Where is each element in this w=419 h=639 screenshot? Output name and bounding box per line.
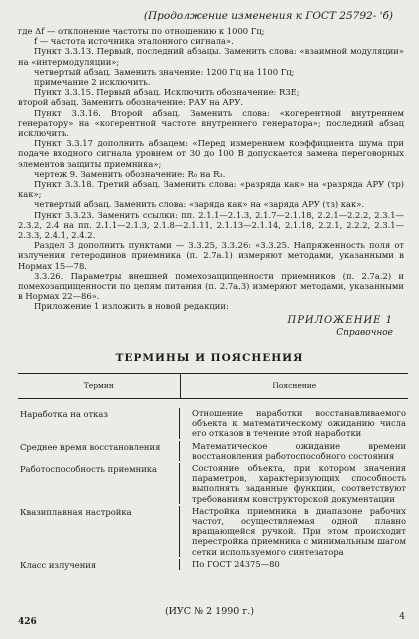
body-paragraph: Раздел 3 дополнить пунктами — 3.3.25, 3.3.26: «3.3.25. Напряженность поля от излучения гетеродинов приемника (п. 2.7а.1) измеряют методами, указанными в Нормах 15—78.: [18, 240, 404, 271]
table-header-row: [18, 373, 408, 399]
body-paragraph: чертеж 9. Заменить обозначение: R₀ на R₃.: [34, 168, 226, 179]
appendix-label: ПРИЛОЖЕНИЕ 1: [287, 315, 393, 326]
body-paragraph: 3.3.26. Параметры внешней помехозащищенности приемников (п. 2.7а.2) и помехозащищенности по цепям питания (п. 2.7а.3) измеряют методами, указанными в Нормах 22—86».: [18, 270, 404, 302]
body-paragraph: примечание 2 исключить.: [34, 77, 151, 88]
table-cell-term: Класс излучения: [18, 559, 180, 570]
body-paragraph: Пункт 3.3.15. Первый абзац. Исключить обозначение: R3E;: [34, 87, 300, 98]
section-title: ТЕРМИНЫ И ПОЯСНЕНИЯ: [115, 352, 304, 364]
table-cell-desc: Состояние объекта, при котором значения параметров, характеризующих способность выполнять заданные функции, соответствуют требованиям конструкторской документации: [192, 463, 406, 504]
appendix-label-block: [287, 315, 393, 338]
body-paragraph: Пункт 3.3.17 дополнить абзацем: «Перед измерением коэффициента шума при подаче входного сигнала уровнем от 30 до 100 В допускается замена переговорных элементов защиты приемника»;: [18, 138, 404, 169]
page-number: 426: [18, 617, 37, 627]
margin-mark: 4: [399, 612, 405, 622]
table-cell-term: Квазиплавная настройка: [18, 506, 180, 557]
table-cell-term: Среднее время восстановления: [18, 441, 180, 461]
document-body: [18, 26, 404, 312]
table-cell-desc: По ГОСТ 24375—80: [192, 558, 280, 569]
table-row: [18, 408, 408, 439]
table-header-term: Термин: [18, 374, 181, 398]
body-paragraph: четвертый абзац. Заменить значение: 1200 Гц на 1100 Гц;: [34, 66, 295, 77]
terms-table: [18, 373, 408, 570]
body-paragraph: Пункт 3.3.13. Первый, последний абзацы. Заменить слова: «взаимной модуляции» на «интермодуляции»;: [18, 46, 404, 67]
body-paragraph: четвертый абзац. Заменить слова: «заряда как» на «заряда АРУ (τз) как».: [34, 199, 365, 210]
ius-reference: (ИУС № 2 1990 г.): [164, 606, 255, 617]
body-paragraph: где Δf — отклонение частоты по отношению к 1000 Гц;: [18, 26, 265, 36]
body-paragraph: Пункт 3.3.18. Третий абзац. Заменить слова: «разряда как» на «разряда АРУ (τр) как»;: [18, 179, 404, 200]
table-cell-term: Работоспособность приемника: [18, 463, 180, 504]
table-row: [18, 463, 408, 504]
body-paragraph: f — частота источника эталонного сигнала».: [34, 36, 234, 47]
table-row: [18, 506, 408, 557]
page-header: (Продолжение изменения к ГОСТ 25792- 'б): [143, 10, 393, 22]
table-row: [18, 441, 408, 461]
body-paragraph: Пункт 3.3.16. Второй абзац. Заменить слова: «когерентной внутреннем генератору» на «когерентной частоте внутреннего генератора»; последний абзац исключить.: [18, 107, 404, 139]
table-cell-desc: Отношение наработки восстанавливаемого объекта к математическому ожиданию числа его отказов в течение этой наработки: [192, 408, 406, 439]
table-cell-term: Наработка на отказ: [18, 408, 180, 439]
table-row: [18, 559, 408, 570]
body-paragraph: Приложение 1 изложить в новой редакции:: [34, 301, 229, 312]
body-paragraph: второй абзац. Заменить обозначение: РАУ на АРУ.: [18, 97, 244, 108]
table-cell-desc: Настройка приемника в диапазоне рабочих частот, осуществляемая одной плавно вращающейся ручкой. При этом происходит перестройка приемника с минимальным шагом сетки используемого синтезатора: [192, 505, 406, 557]
table-cell-desc: Математическое ожидание времени восстановления работоспособного состояния: [192, 440, 406, 461]
body-paragraph: Пункт 3.3.23. Заменить ссылки: пп. 2.1.1—2.1.3, 2.1.7—2.1.18, 2.2.1—2.2.2, 2.3.1—2.3.2, 2.4 на пп. 2.1.1—2.1.3, 2.1.8—2.1.11, 2.1.13—2.1.14, 2.1.18, 2.2.1, 2.2.2, 2.3.1—2.3.3, 2.4.1, 2.4.2.: [18, 209, 404, 241]
table-header-desc: Пояснение: [272, 380, 317, 390]
appendix-note: Справочное: [336, 328, 393, 338]
